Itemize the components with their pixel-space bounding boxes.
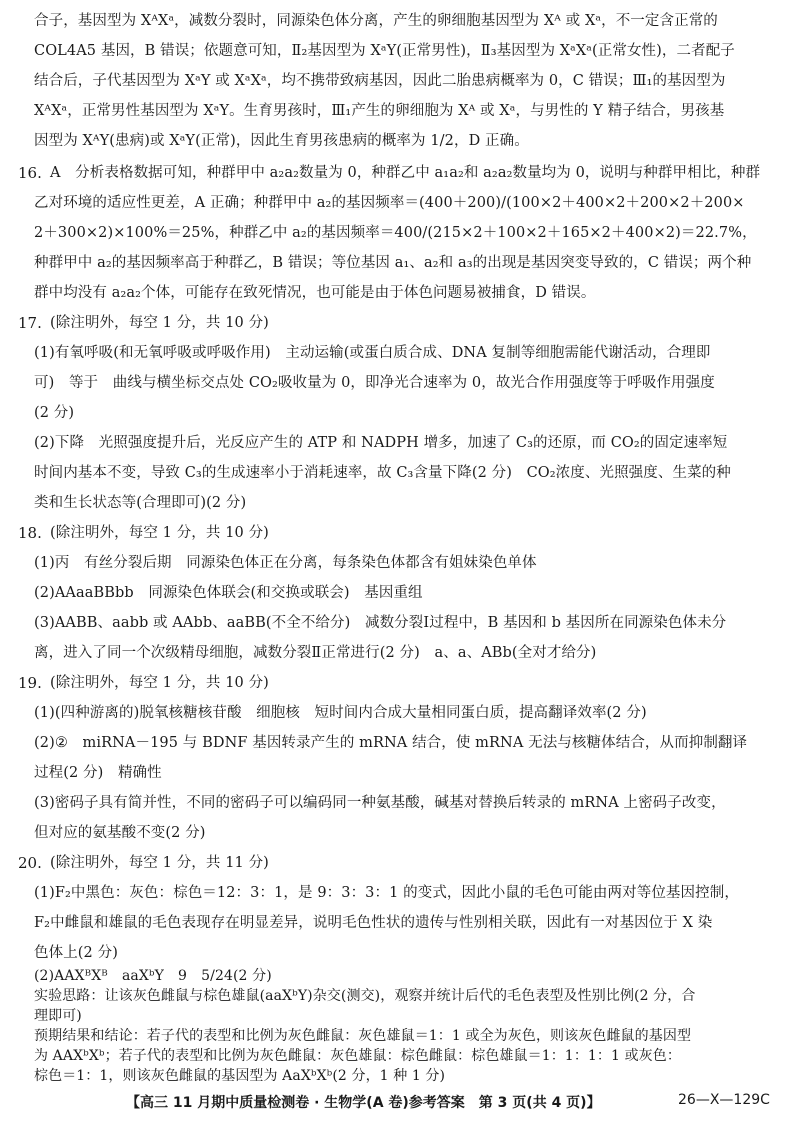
q20-note: (除注明外，每空 1 分，共 11 分) bbox=[50, 855, 269, 871]
q15-line-3: 结合后，子代基因型为 XᵃY 或 XᵃXᵃ，均不携带致病基因，因此二胎患病概率为 0，C 错误；Ⅲ₁的基因型为 bbox=[34, 73, 726, 89]
q18-line-3: (3)AABB、aabb 或 AAbb、aaBB(不全不给分) 减数分裂Ⅰ过程中，B 基因和 b 基因所在同源染色体未分 bbox=[34, 615, 727, 631]
q16-line-5: 群中均没有 a₂a₂个体，可能存在致死情况，也可能是由于体色问题易被捕食，D 错误。 bbox=[34, 285, 596, 301]
q19-line-2: (2)② miRNA－195 与 BDNF 基因转录产生的 mRNA 结合，使 mRNA 无法与核糖体结合，从而抑制翻译 bbox=[34, 735, 748, 751]
q18-line-4: 离，进入了同一个次级精母细胞，减数分裂Ⅱ正常进行(2 分) a、a、ABb(全对才给分) bbox=[34, 645, 597, 661]
q17-line-3: (2 分) bbox=[34, 405, 75, 421]
q19-number: 19. bbox=[18, 674, 42, 692]
q17-line-5: 时间内基本不变，导致 C₃的生成速率小于消耗速率，故 C₃含量下降(2 分) CO₂浓度、光照强度、生菜的种 bbox=[34, 465, 731, 481]
q20-line-4: (2)AAXᴮXᴮ aaXᵇY 9 5/24(2 分) bbox=[34, 968, 272, 984]
q15-line-4: XᴬXᵃ，正常男性基因型为 XᵃY。生育男孩时，Ⅲ₁产生的卵细胞为 Xᴬ 或 Xᵃ，与男性的 Y 精子结合，男孩基 bbox=[34, 103, 725, 119]
q16-number: 16. bbox=[18, 164, 42, 182]
q20-line-1: (1)F₂中黑色：灰色：棕色＝12：3：1，是 9：3：3：1 的变式，因此小鼠的毛色可能由两对等位基因控制， bbox=[34, 885, 739, 901]
q19-line-1: (1)(四种游离的)脱氧核糖核苷酸 细胞核 短时间内合成大量相同蛋白质，提高翻译效率(2 分) bbox=[34, 705, 647, 721]
q16-line-2: 乙对环境的适应性更差，A 正确；种群甲中 a₂的基因频率＝(400＋200)/(100×2＋400×2＋200×2＋200× bbox=[34, 195, 745, 211]
q19-note: (除注明外，每空 1 分，共 10 分) bbox=[50, 675, 269, 691]
q17-line-1: (1)有氧呼吸(和无氧呼吸或呼吸作用) 主动运输(或蛋白质合成、DNA 复制等细胞需能代谢活动，合理即 bbox=[34, 345, 711, 361]
q20-line-8: 为 AAXᵇXᵇ；若子代的表型和比例为灰色雌鼠：灰色雄鼠：棕色雌鼠：棕色雄鼠＝1：1：1：1 或灰色： bbox=[34, 1048, 681, 1064]
q16-line-1: A 分析表格数据可知，种群甲中 a₂a₂数量为 0，种群乙中 a₁a₂和 a₂a₂数量均为 0，说明与种群甲相比，种群 bbox=[50, 165, 761, 181]
q18-line-1: (1)丙 有丝分裂后期 同源染色体正在分离，每条染色体都含有姐妹染色单体 bbox=[34, 555, 537, 571]
q18-line-2: (2)AAaaBBbb 同源染色体联会(和交换或联会) 基因重组 bbox=[34, 585, 423, 601]
q17-number: 17. bbox=[18, 314, 42, 332]
q16-line-4: 种群甲中 a₂的基因频率高于种群乙，B 错误；等位基因 a₁、a₂和 a₃的出现是基因突变导致的，C 错误；两个种 bbox=[34, 255, 752, 271]
q20-line-2: F₂中雌鼠和雄鼠的毛色表现存在明显差异，说明毛色性状的遗传与性别相关联，因此有一对基因位于 X 染 bbox=[34, 915, 713, 931]
q19-line-5: 但对应的氨基酸不变(2 分) bbox=[34, 825, 206, 841]
q18-note: (除注明外，每空 1 分，共 10 分) bbox=[50, 525, 269, 541]
q19-line-3: 过程(2 分) 精确性 bbox=[34, 765, 162, 781]
q17-line-4: (2)下降 光照强度提升后，光反应产生的 ATP 和 NADPH 增多，加速了 C₃的还原，而 CO₂的固定速率短 bbox=[34, 435, 728, 451]
q18-number: 18. bbox=[18, 524, 42, 542]
page-footer-title: 【高三 11 月期中质量检测卷 · 生物学(A 卷)参考答案 第 3 页(共 4 页)】 bbox=[126, 1095, 601, 1111]
q16-line-3: 2＋300×2)×100%＝25%，种群乙中 a₂的基因频率＝400/(215×2＋100×2＋165×2＋400×2)＝22.7%， bbox=[34, 225, 757, 241]
q20-line-3: 色体上(2 分) bbox=[34, 945, 118, 961]
q19-line-4: (3)密码子具有简并性，不同的密码子可以编码同一种氨基酸，碱基对替换后转录的 mRNA 上密码子改变， bbox=[34, 795, 726, 811]
q20-line-9: 棕色＝1：1，则该灰色雌鼠的基因型为 AaXᵇXᵇ(2 分，1 种 1 分) bbox=[34, 1068, 446, 1084]
q20-number: 20. bbox=[18, 854, 42, 872]
q15-line-5: 因型为 XᴬY(患病)或 XᵃY(正常)，因此生育男孩患病的概率为 1/2，D 正确。 bbox=[34, 133, 529, 149]
q20-line-6: 理即可) bbox=[34, 1008, 82, 1024]
q17-line-6: 类和生长状态等(合理即可)(2 分) bbox=[34, 495, 247, 511]
page-footer-code: 26—X—129C bbox=[678, 1092, 770, 1108]
q20-line-7: 预期结果和结论：若子代的表型和比例为灰色雌鼠：灰色雄鼠＝1：1 或全为灰色，则该灰色雌鼠的基因型 bbox=[34, 1028, 692, 1044]
q17-note: (除注明外，每空 1 分，共 10 分) bbox=[50, 315, 269, 331]
q15-line-1: 合子，基因型为 XᴬXᵃ，减数分裂时，同源染色体分离，产生的卵细胞基因型为 Xᴬ 或 Xᵃ，不一定含正常的 bbox=[34, 13, 718, 29]
q17-line-2: 可) 等于 曲线与横坐标交点处 CO₂吸收量为 0，即净光合速率为 0，故光合作用强度等于呼吸作用强度 bbox=[34, 375, 715, 391]
q15-line-2: COL4A5 基因，B 错误；依题意可知，Ⅱ₂基因型为 XᵃY(正常男性)，Ⅱ₃基因型为 XᵃXᵃ(正常女性)，二者配子 bbox=[34, 43, 735, 59]
q20-line-5: 实验思路：让该灰色雌鼠与棕色雄鼠(aaXᵇY)杂交(测交)，观察并统计后代的毛色表型及性别比例(2 分，合 bbox=[34, 988, 696, 1004]
